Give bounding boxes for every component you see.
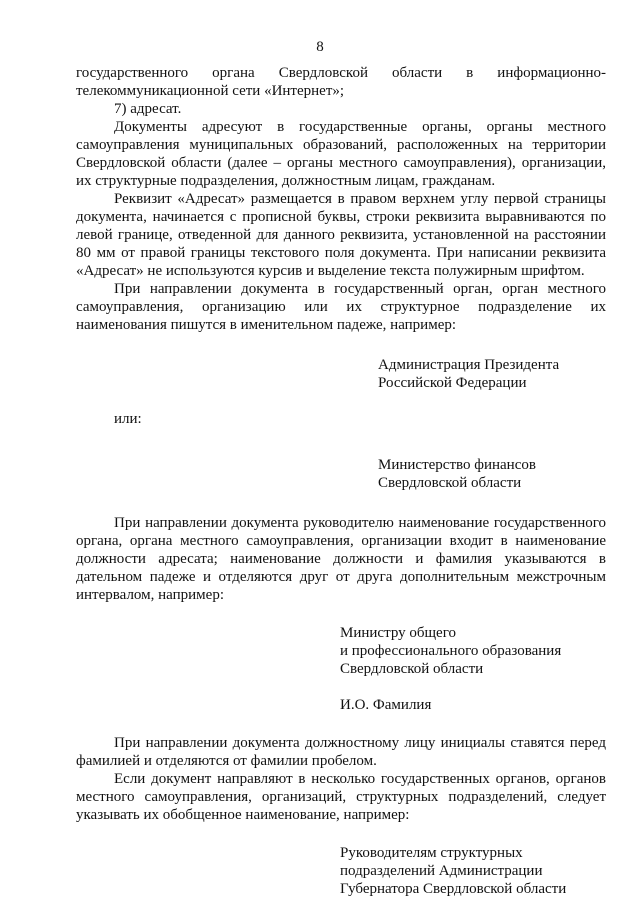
example-address-2-line-1: Министерство финансов [378, 457, 536, 473]
paragraph-initials: При направлении документа должностному лицу инициалы ставятся перед фамилией и отделяются от фамилии пробелом. [76, 735, 606, 769]
example-address-3-line-2: и профессионального образования [340, 643, 562, 659]
example-address-4 [340, 844, 606, 898]
or-separator: или: [114, 411, 142, 427]
page-number: 8 [316, 39, 324, 55]
document-body [76, 64, 606, 898]
example-address-2-line-2: Свердловской области [378, 475, 522, 491]
example-address-1 [378, 356, 606, 392]
paragraph-item-7: 7) адресат. [114, 101, 182, 117]
paragraph-continuation-line-2: телекоммуникационной сети «Интернет»; [76, 83, 345, 99]
example-address-4-line-1: Руководителям структурных [340, 845, 523, 861]
example-address-1-line-1: Администрация Президента [378, 357, 560, 373]
example-address-3-line-1: Министру общего [340, 625, 456, 641]
example-address-2 [378, 456, 606, 492]
paragraph-addressee-requisite: Реквизит «Адресат» размещается в правом верхнем углу первой страницы документа, начинается с прописной буквы, строки реквизита выравниваются по левой границе, отведенной для данного реквизита, установленной на расстоянии 80 мм от правой границы текстового поля документа. При написании реквизита «Адресат» не используются курсив и выделение текста полужирным шрифтом. [76, 191, 606, 279]
paragraph-continuation-line-1: государственного органа Свердловской области в информационно- [76, 65, 606, 81]
paragraph-multiple-recipients: Если документ направляют в несколько государственных органов, органов местного самоуправления, организаций, структурных подразделений, следует указывать их обобщенное наименование, например: [76, 771, 606, 823]
example-address-1-line-2: Российской Федерации [378, 375, 527, 391]
example-name: И.О. Фамилия [340, 697, 432, 713]
example-address-3-line-3: Свердловской области [340, 661, 484, 677]
paragraph-dative-case: При направлении документа руководителю наименование государственного органа, органа местного самоуправления, организации входит в наименование должности адресата; наименование должности и фамилия указываются в дательном падеже и отделяются друг от друга дополнительным межстрочным интервалом, например: [76, 515, 606, 603]
example-address-4-line-2: подразделений Администрации [340, 863, 543, 879]
example-address-4-line-3: Губернатора Свердловской области [340, 881, 567, 897]
paragraph-nominative-case: При направлении документа в государственный орган, орган местного самоуправления, организацию или их структурное подразделение их наименования пишутся в именительном падеже, например: [76, 281, 606, 333]
example-address-3 [340, 624, 606, 678]
paragraph-addressees: Документы адресуют в государственные органы, органы местного самоуправления муниципальных образований, расположенных на территории Свердловской области (далее – органы местного самоуправления), организации, их структурные подразделения, должностным лицам, гражданам. [76, 119, 606, 189]
